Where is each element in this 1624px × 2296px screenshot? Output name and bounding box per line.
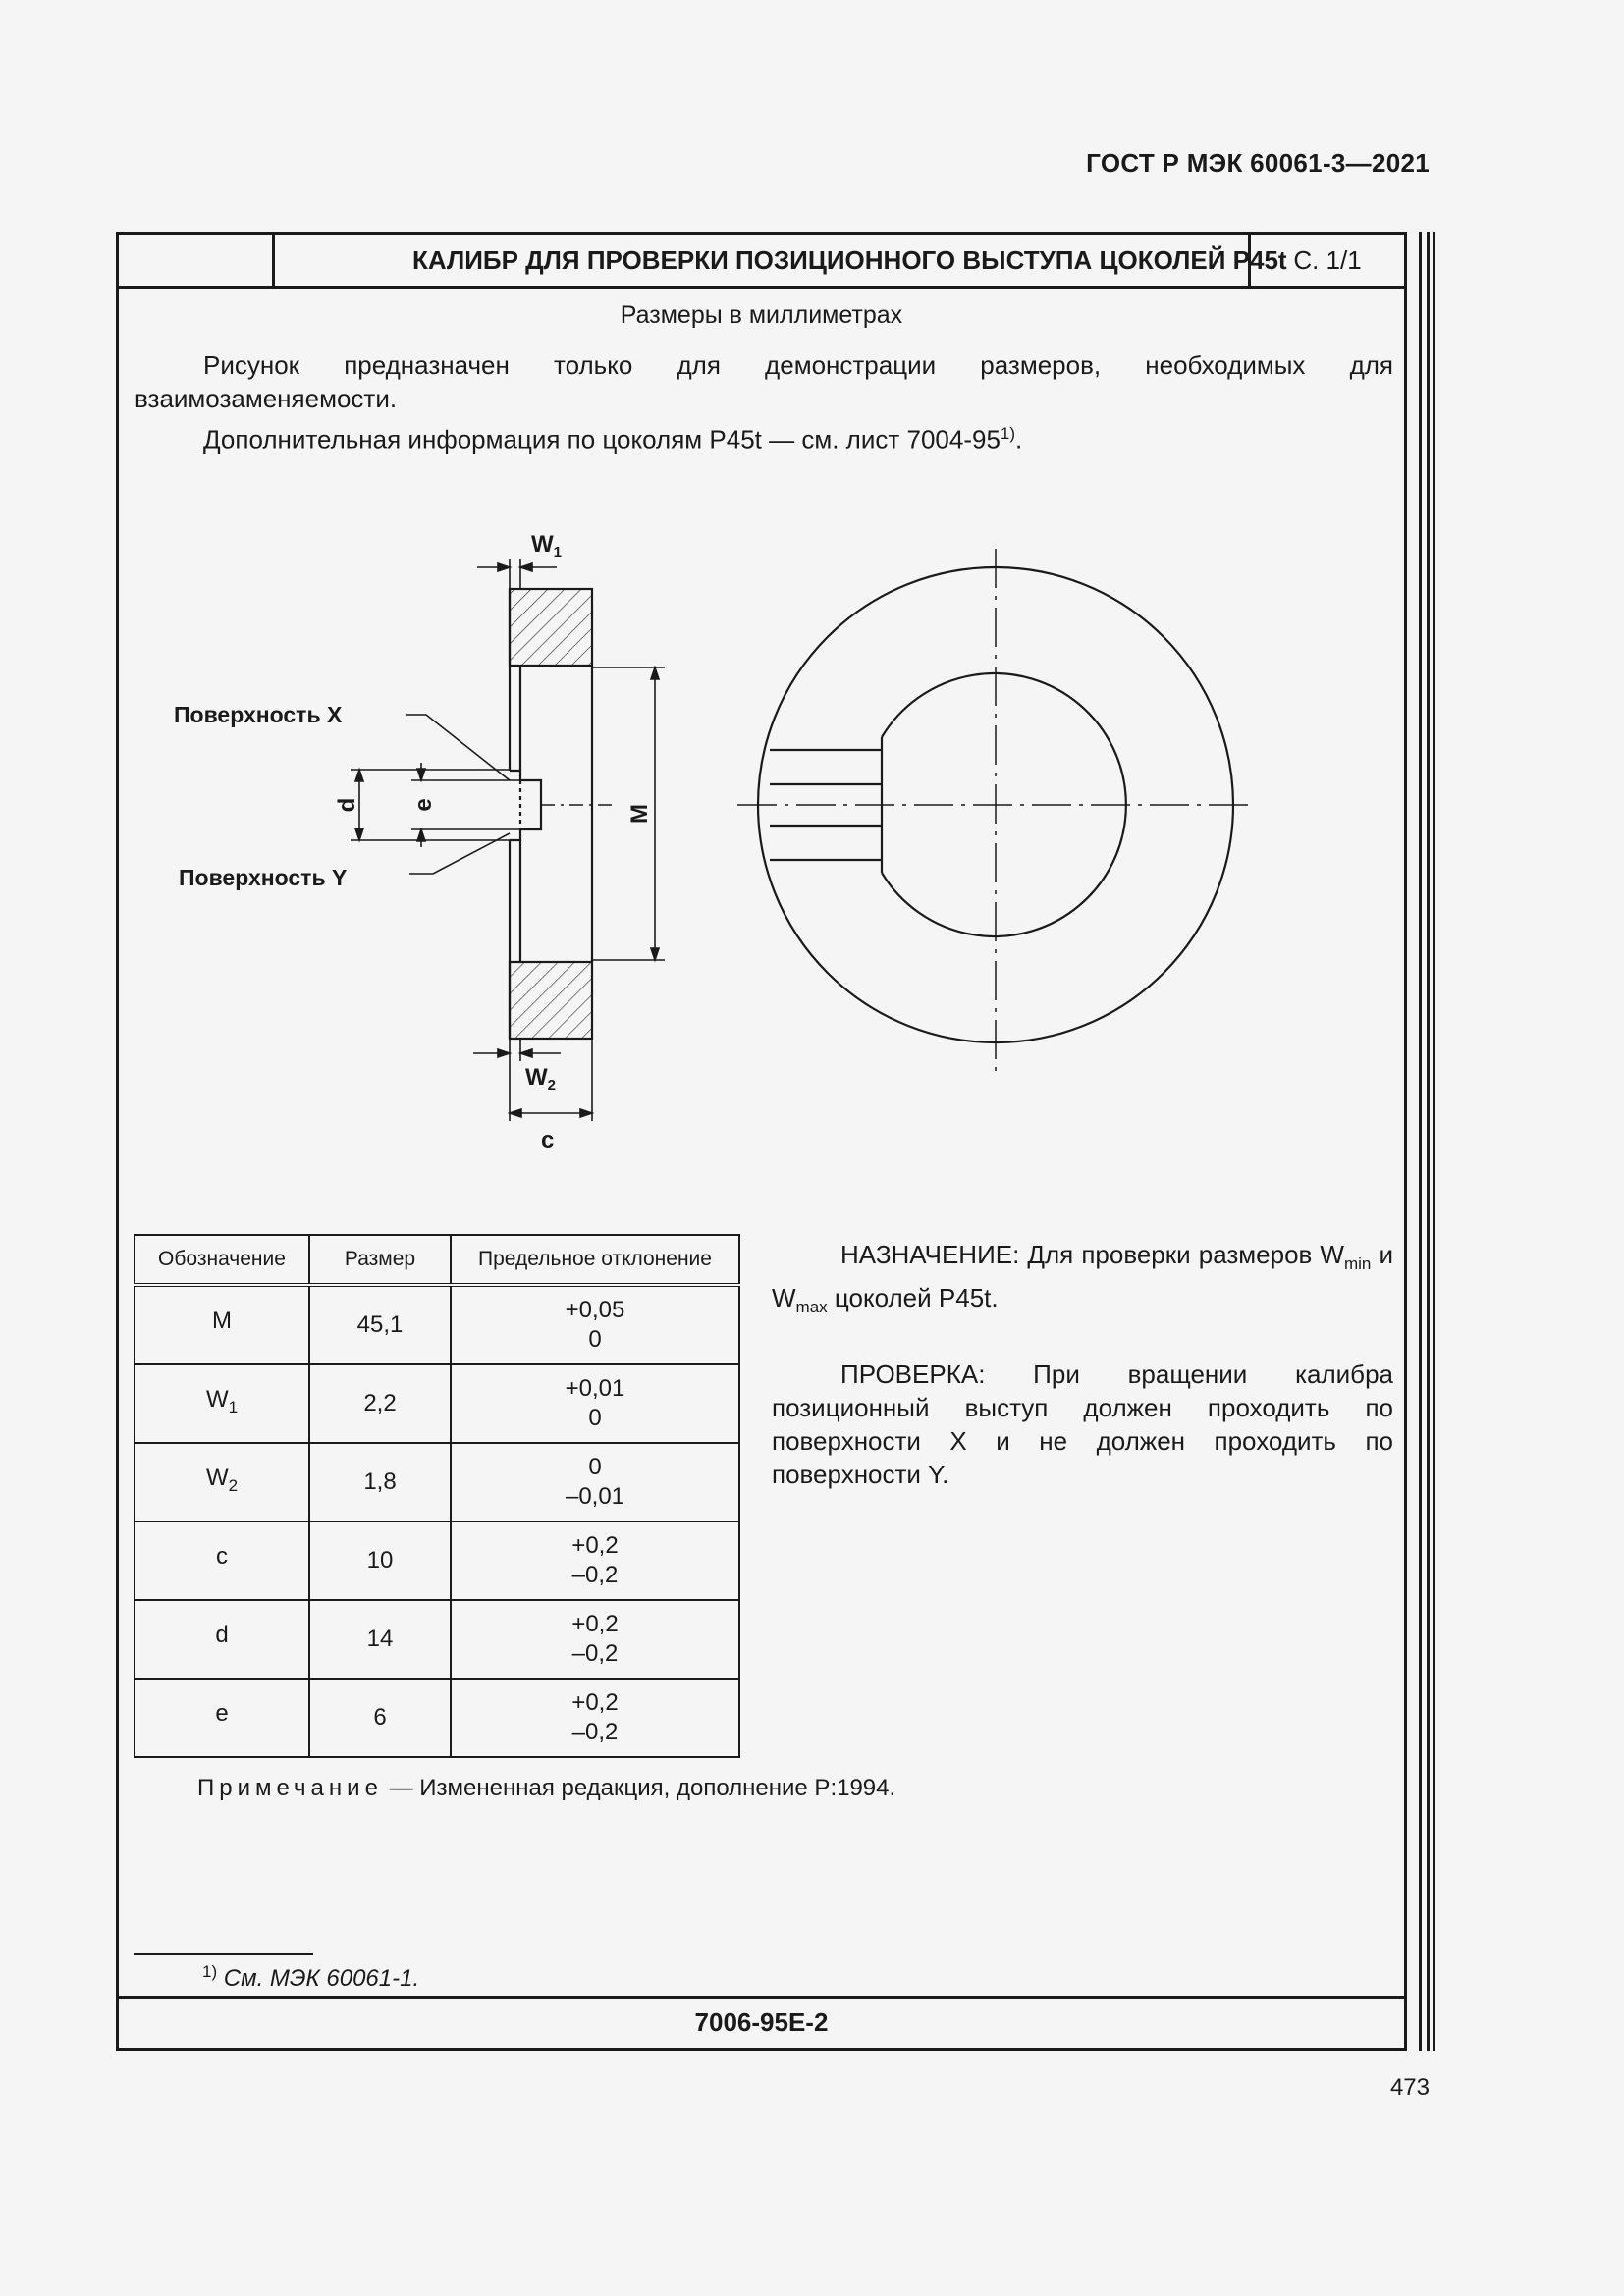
table-row <box>135 1679 739 1757</box>
tolerance-upper: +0,2 <box>571 1532 619 1559</box>
designation-sub: 1 <box>228 1398 239 1416</box>
footnote-marker: 1) <box>202 1962 218 1981</box>
tolerance-lower: 0 <box>588 1326 602 1353</box>
tolerance-lower: –0,2 <box>571 1562 619 1588</box>
designation: W <box>205 1465 229 1491</box>
purpose-text-b: и W <box>772 1240 1393 1312</box>
size-value: 6 <box>309 1679 451 1757</box>
sheet-page: С. 1/1 <box>1248 235 1404 286</box>
sheet-title: КАЛИБР ДЛЯ ПРОВЕРКИ ПОЗИЦИОННОГО ВЫСТУПА ЦОКОЛЕЙ P45t <box>412 245 1287 275</box>
size-value: 1,8 <box>309 1443 451 1522</box>
designation: W <box>205 1386 229 1413</box>
size-value: 10 <box>309 1522 451 1600</box>
footnote-text: См. МЭК 60061-1. <box>217 1965 420 1992</box>
margin-rule-3 <box>1433 232 1435 2051</box>
sheet-code: 7006-95E-2 <box>119 1996 1404 2048</box>
margin-rule-1 <box>1419 232 1422 2051</box>
tolerance <box>451 1522 739 1600</box>
tolerance <box>451 1443 739 1522</box>
lower-section-hatch <box>510 962 592 1039</box>
units-note: Размеры в миллиметрах <box>620 301 903 329</box>
table-row <box>135 1443 739 1522</box>
tolerance-lower: –0,01 <box>565 1483 625 1510</box>
tolerance <box>451 1285 739 1364</box>
sheet-frame <box>116 232 1407 2051</box>
dimensions <box>351 559 665 1121</box>
table-row <box>135 1600 739 1679</box>
designation: c <box>216 1543 228 1570</box>
designation-sub: 2 <box>228 1476 239 1495</box>
purpose-text-a: НАЗНАЧЕНИЕ: Для проверки размеров W <box>840 1240 1344 1269</box>
surface-y-label: Поверхность Y <box>179 865 348 890</box>
standard-code: ГОСТ Р МЭК 60061-3—2021 <box>1086 148 1430 178</box>
surface-x-label: Поверхность X <box>174 702 343 727</box>
tolerance-lower: –0,2 <box>571 1640 619 1667</box>
col-size: Размер <box>309 1235 451 1285</box>
reference-footnote-marker: 1) <box>1000 424 1016 443</box>
d-label: d <box>334 797 360 813</box>
w1-label: $W_1$ <box>531 531 562 561</box>
size-value: 14 <box>309 1600 451 1679</box>
tolerance <box>451 1679 739 1757</box>
tolerance-upper: 0 <box>588 1454 602 1480</box>
note-text: — Измененная редакция, дополнение P:1994. <box>382 1775 896 1801</box>
reference-end: . <box>1015 424 1023 454</box>
check-paragraph: ПРОВЕРКА: При вращении калибра позиционный выступ должен проходить по поверхности X и не должен проходить по поверхности Y. <box>772 1360 1393 1489</box>
reference-text: Дополнительная информация по цоколям P45t — см. лист 7004-95 <box>203 424 1001 454</box>
size-value: 2,2 <box>309 1364 451 1443</box>
purpose-sub-max: max <box>795 1298 828 1316</box>
purpose-sub-min: min <box>1343 1255 1372 1273</box>
purpose-text-c: цоколей P45t. <box>827 1283 999 1312</box>
front-view <box>737 549 1253 1079</box>
col-tolerance: Предельное отклонение <box>451 1235 739 1285</box>
e-label: e <box>410 798 437 812</box>
table-row <box>135 1364 739 1443</box>
tolerance-upper: +0,2 <box>571 1611 619 1637</box>
table-row <box>135 1522 739 1600</box>
footnote-divider <box>134 1953 313 1955</box>
designation: d <box>215 1622 229 1648</box>
intro-paragraph: Рисунок предназначен только для демонстрации размеров, необходимых для взаимозаменяемости. <box>135 350 1393 413</box>
w2-label: $W_2$ <box>525 1064 556 1094</box>
c-label: c <box>541 1127 555 1153</box>
col-designation: Обозначение <box>135 1235 309 1285</box>
note <box>197 1775 895 1802</box>
designation: e <box>215 1700 229 1727</box>
footnote <box>202 1962 419 1993</box>
tolerance <box>451 1364 739 1443</box>
tolerance-lower: 0 <box>588 1405 602 1431</box>
designation: M <box>212 1308 232 1334</box>
table-row <box>135 1285 739 1364</box>
upper-section-hatch <box>510 589 592 666</box>
section-view <box>510 589 615 1039</box>
tolerance-upper: +0,01 <box>565 1375 625 1402</box>
m-label: M <box>626 804 653 824</box>
tolerance-lower: –0,2 <box>571 1719 619 1745</box>
size-value: 45,1 <box>309 1285 451 1364</box>
dimensions-table <box>134 1234 740 1758</box>
gauge-drawing <box>119 235 1404 1216</box>
purpose-paragraph <box>772 1238 1393 1324</box>
page-number: 473 <box>1389 2074 1430 2101</box>
tolerance-upper: +0,2 <box>571 1689 619 1716</box>
tolerance <box>451 1600 739 1679</box>
purpose-block <box>772 1238 1393 1524</box>
tolerance-upper: +0,05 <box>565 1297 625 1323</box>
note-label: Примечание <box>197 1775 383 1801</box>
margin-rule-2 <box>1427 232 1430 2051</box>
